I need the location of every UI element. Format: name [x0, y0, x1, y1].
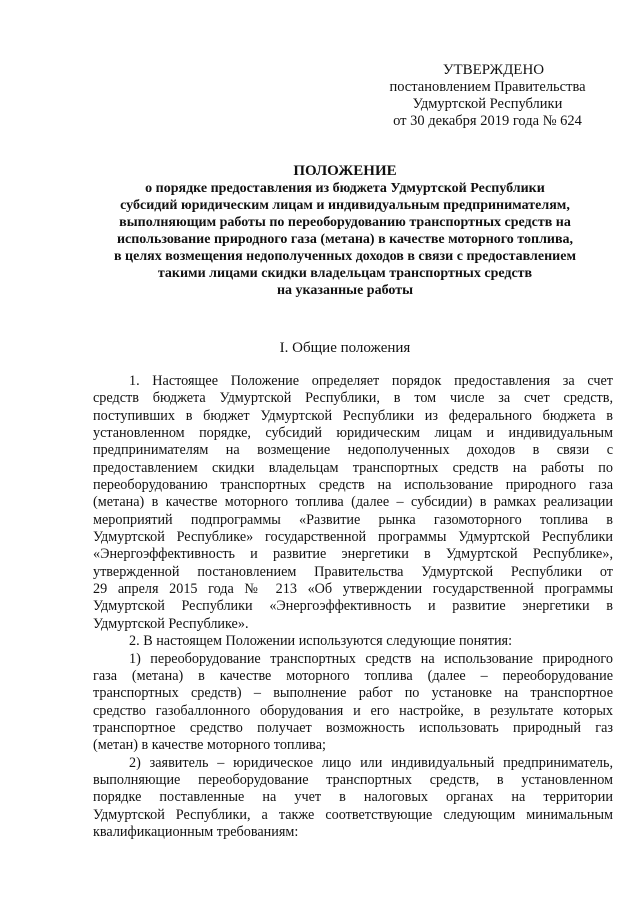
body-line: предоставлением скидки владельцам транспортных средств на работы по	[93, 459, 613, 476]
body-line: Удмуртской Республики «Энергоэффективность и развитие энергетики в	[93, 598, 613, 615]
body-line: утвержденной постановлением Правительства Удмуртской Республики от	[93, 563, 613, 580]
body-line: Удмуртской Республике» государственной программы Удмуртской Республики	[93, 529, 613, 546]
approval-stamp	[380, 62, 595, 130]
body-line: транспортное средство получает возможность использовать природный газ	[93, 719, 613, 736]
title-line: на указанные работы	[276, 283, 414, 298]
body-line: «Энергоэффективность и развитие энергетики в Удмуртской Республике»,	[93, 546, 613, 563]
approval-line: постановлением Правительства	[389, 79, 586, 95]
body-line: 1. Настоящее Положение определяет порядок предоставления за счет	[129, 373, 613, 389]
title-line: о порядке предоставления из бюджета Удмуртской Республики	[145, 181, 545, 196]
title-line: использование природного газа (метана) в качестве моторного топлива,	[116, 232, 574, 247]
section-heading: I. Общие положения	[279, 340, 411, 356]
approval-line: Удмуртской Республики	[412, 96, 563, 112]
body-line: поступивших в бюджет Удмуртской Республики из федерального бюджета в	[93, 407, 613, 424]
body-line: установленном порядке, субсидий юридическим лицам и индивидуальным	[93, 425, 613, 442]
approval-date-line: от 30 декабря 2019 года № 624	[393, 113, 582, 129]
title-line: такими лицами скидки владельцам транспортных средств	[157, 266, 533, 281]
body-line: средств бюджета Удмуртской Республики, в том числе за счет средств,	[93, 390, 613, 407]
body-line: средство газобаллонного оборудования и его настройке, в результате которых	[93, 702, 613, 719]
body-line: мероприятий подпрограммы «Развитие рынка газомоторного топлива в	[93, 511, 613, 528]
document-title	[80, 163, 610, 299]
body-line: квалификационным требованиям:	[93, 823, 299, 840]
body-line: переоборудованию транспортных средств на использование природного газа	[93, 477, 613, 494]
body-line: предпринимателям на возмещение недополученных доходов в связи с	[93, 442, 613, 459]
title-line: в целях возмещения недополученных доходов в связи с предоставлением	[113, 249, 576, 264]
body-line: газа (метана) в качестве моторного топлива (далее – переоборудование	[93, 667, 613, 684]
title-heading: ПОЛОЖЕНИЕ	[293, 163, 397, 179]
body-line: 1) переоборудование транспортных средств на использование природного	[129, 650, 613, 667]
approval-heading: УТВЕРЖДЕНО	[442, 62, 545, 78]
body-line: 2. В настоящем Положении используются следующие понятия:	[129, 633, 513, 650]
body-text	[93, 373, 613, 841]
body-line: (метана) в качестве моторного топлива (далее – субсидии) в рамках реализации	[93, 494, 613, 511]
title-line: субсидий юридическим лицам и индивидуальным предпринимателям,	[120, 198, 570, 213]
title-line: выполняющим работы по переоборудованию транспортных средств на	[119, 215, 571, 230]
body-line: Удмуртской Республики, а также соответствующие следующим минимальным	[93, 806, 613, 823]
body-line: (метан) в качестве моторного топлива;	[93, 737, 326, 754]
body-line: 29 апреля 2015 года № 213 «Об утверждении государственной программы	[93, 581, 613, 598]
body-line: выполняющие переоборудование транспортных средств, в установленном	[93, 771, 613, 788]
body-line: транспортных средств) – выполнение работ по установке на транспортное	[93, 685, 613, 702]
body-line: 2) заявитель – юридическое лицо или индивидуальный предприниматель,	[129, 754, 613, 771]
body-line: Удмуртской Республике».	[93, 615, 249, 632]
body-line: порядке поставленные на учет в налоговых органах на территории	[93, 789, 613, 806]
